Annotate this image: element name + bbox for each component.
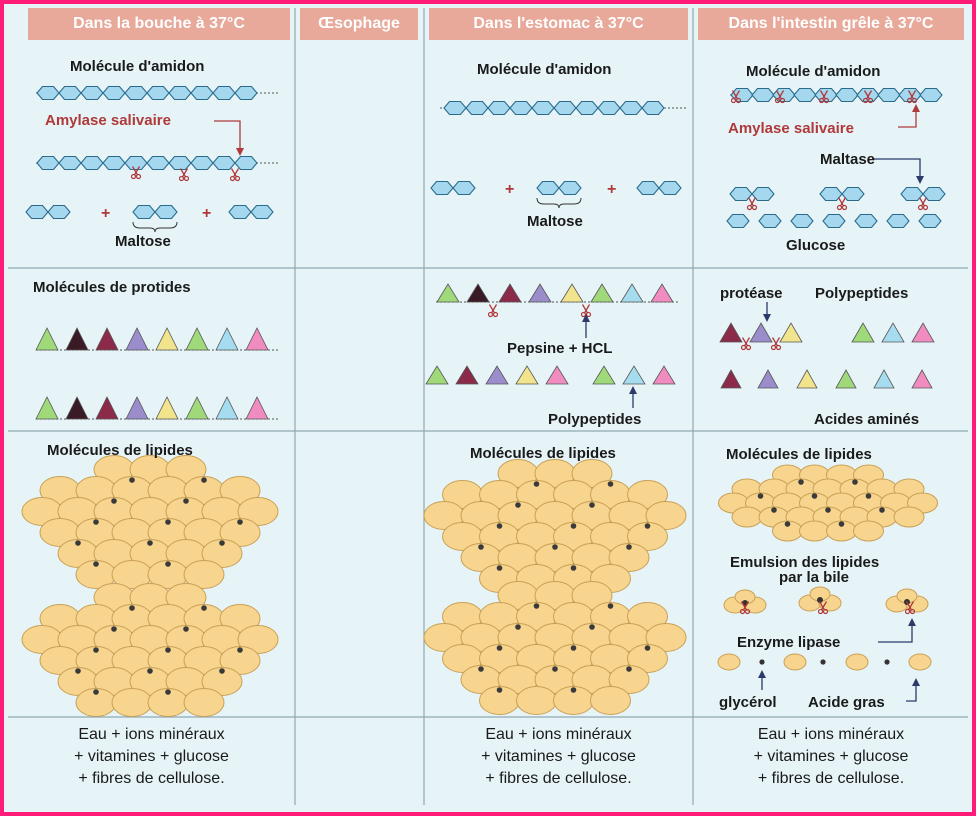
emulsion-label-line1: Emulsion des lipides [730, 554, 880, 571]
bouche-maltose-label: Maltose [115, 233, 171, 250]
fat-globule-icon [854, 521, 884, 541]
footer-line-3: + fibres de cellulose. [757, 770, 905, 787]
acide-gras-arrow [906, 678, 920, 701]
intestin-polypeptides-label: Polypeptides [815, 285, 909, 302]
fat-clusters [22, 456, 938, 717]
lipase-products [718, 654, 931, 670]
footer-line-2: + vitamines + glucose [753, 748, 909, 765]
bouche-starch-chain [36, 87, 280, 100]
protease-label: protéase [720, 285, 783, 302]
scissors-icon [742, 338, 751, 350]
fat-globule-icon [894, 507, 924, 527]
estomac-maltose-row [431, 181, 681, 208]
polypeptides-arrow [629, 386, 637, 408]
header-oesophage: Œsophage [300, 8, 418, 40]
amylase-arrow [214, 121, 244, 156]
estomac-fat-cluster-2 [424, 582, 686, 715]
maltase-label: Maltase [820, 151, 876, 168]
fat-globule-icon [800, 521, 830, 541]
footer-estomac [430, 724, 687, 790]
bouche-starch-title: Molécule d'amidon [70, 58, 205, 75]
estomac-lipides-title: Molécules de lipides [470, 445, 616, 462]
intestin-starch-chain [730, 89, 942, 103]
scissors-icon [180, 169, 189, 181]
estomac-maltose-label: Maltose [527, 213, 583, 230]
intestin-starch-title: Molécule d'amidon [746, 63, 881, 80]
intestin-polypeptide-groups [720, 323, 934, 350]
intestin-fat-cluster [719, 465, 938, 541]
intestin-amino-acids [721, 370, 932, 388]
footer-line-1: Eau + ions minéraux [78, 726, 225, 743]
emulsion-droplets [724, 587, 928, 614]
scissors-icon [231, 169, 240, 181]
acide-gras-label: Acide gras [808, 694, 885, 711]
footer-line-2: + vitamines + glucose [481, 748, 636, 765]
fat-globule-icon [112, 689, 152, 717]
estomac-polypeptides-label: Polypeptides [548, 411, 642, 428]
glycerol-label: glycérol [719, 694, 777, 711]
svg-text:+: + [101, 205, 111, 222]
svg-text:+: + [202, 205, 212, 222]
header-intestin: Dans l'intestin grêle à 37°C [698, 8, 964, 40]
estomac-protide-chain [436, 284, 680, 317]
svg-text:+: + [607, 181, 617, 198]
header-estomac: Dans l'estomac à 37°C [429, 8, 688, 40]
svg-text:+: + [505, 181, 515, 198]
estomac-polypeptide-groups [426, 366, 675, 384]
bouche-protide-chain-2 [36, 397, 278, 419]
protease-arrow [763, 302, 771, 322]
bouche-maltose-row [26, 205, 273, 232]
footer-intestin [698, 724, 964, 790]
footer-line-1: Eau + ions minéraux [757, 726, 905, 743]
estomac-starch-chain [440, 102, 688, 115]
glucose-label: Glucose [786, 237, 846, 254]
intestin-glucose-row [727, 215, 941, 228]
bouche-lipides-title: Molécules de lipides [47, 442, 193, 459]
lipase-label: Enzyme lipase [737, 634, 841, 651]
footer-line-1: Eau + ions minéraux [485, 726, 632, 743]
scissors-icon [772, 338, 781, 350]
maltase-arrow [872, 159, 924, 184]
bouche-protide-chain-1 [36, 328, 278, 350]
glycerol-arrow [758, 670, 766, 690]
header-bouche: Dans la bouche à 37°C [28, 8, 290, 40]
emulsion-label-line2: par la bile [779, 569, 850, 586]
bouche-fat-cluster-2 [22, 584, 278, 717]
footer-line-2: + vitamines + glucose [74, 748, 229, 765]
pepsine-label: Pepsine + HCL [507, 340, 613, 357]
intestin-amylase-label: Amylase salivaire [728, 120, 854, 137]
lipase-arrow [878, 618, 916, 642]
bouche-amylase-label: Amylase salivaire [45, 112, 171, 129]
acides-amines-label: Acides aminés [814, 411, 920, 428]
scissors-icon [838, 198, 847, 210]
estomac-fat-cluster-1 [424, 460, 686, 593]
scissors-icon [489, 305, 498, 317]
footer-bouche [14, 724, 289, 790]
fat-globule-icon [184, 689, 224, 717]
bouche-starch-cut-chain [36, 157, 280, 181]
fat-globule-icon [732, 507, 762, 527]
bouche-protides-title: Molécules de protides [33, 279, 191, 296]
footer-line-3: + fibres de cellulose. [485, 770, 632, 787]
fat-globule-icon [591, 687, 631, 715]
scissors-icon [919, 198, 928, 210]
intestin-lipides-title: Molécules de lipides [726, 446, 872, 463]
estomac-starch-title: Molécule d'amidon [477, 61, 612, 78]
intestin-maltose-row [730, 188, 945, 210]
pepsine-arrow [582, 314, 590, 338]
intestin-amylase-arrow [898, 104, 920, 127]
bouche-fat-cluster-1 [22, 456, 278, 589]
footer-line-3: + fibres de cellulose. [78, 770, 225, 787]
fat-globule-icon [517, 687, 557, 715]
scissors-icon [748, 198, 757, 210]
